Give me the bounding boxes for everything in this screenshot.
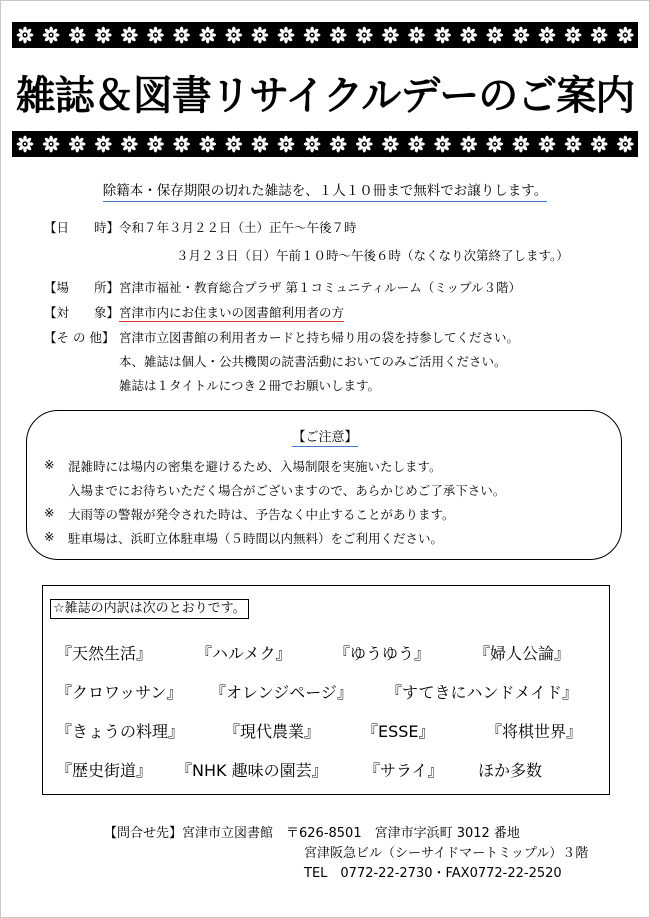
caution-note-2: 大雨等の警報が発令された時は、予告なく中止することがあります。 bbox=[68, 507, 455, 522]
flower-band-bottom bbox=[12, 131, 638, 157]
flower-icon bbox=[17, 136, 34, 153]
flower-icon bbox=[513, 136, 530, 153]
flower-icon bbox=[147, 27, 164, 44]
place-value: 宮津市福祉・教育総合プラザ 第１コミュニティルーム（ミップル３階） bbox=[119, 280, 521, 295]
caution-title-text: 【ご注意】 bbox=[292, 430, 358, 445]
target-value-text: 宮津市内にお住まいの図書館利用者の方 bbox=[119, 305, 345, 320]
magazine-title: 『サライ』 bbox=[364, 761, 444, 780]
flower-icon bbox=[173, 27, 190, 44]
magazine-heading: ☆雑誌の内訳は次のとおりです。 bbox=[50, 599, 249, 619]
lead-text-content: 除籍本・保存期限の切れた雑誌を、１人１０冊まで無料でお譲りします。 bbox=[103, 183, 547, 202]
flower-icon bbox=[408, 136, 425, 153]
flower-icon bbox=[69, 27, 86, 44]
flower-icon bbox=[330, 136, 347, 153]
caution-note-1b: 入場までにお待ちいただく場合がございますので、あらかじめご了承下さい。 bbox=[68, 483, 506, 498]
target-value bbox=[119, 303, 344, 321]
flower-icon bbox=[434, 136, 451, 153]
flower-icon bbox=[591, 27, 608, 44]
flower-band-top bbox=[12, 22, 638, 48]
caution-mark-1: ※ bbox=[44, 457, 55, 472]
flower-icon bbox=[225, 136, 242, 153]
flower-icon bbox=[121, 27, 138, 44]
flower-icon bbox=[43, 136, 60, 153]
flower-icon bbox=[252, 27, 269, 44]
caution-mark-3: ※ bbox=[44, 529, 55, 544]
other-line-2: 本、雑誌は個人・公共機関の読書活動においてのみご活用ください。 bbox=[119, 354, 507, 369]
flower-icon bbox=[95, 27, 112, 44]
caution-title bbox=[0, 426, 650, 445]
flower-icon bbox=[382, 27, 399, 44]
magazine-title: 『ESSE』 bbox=[362, 722, 435, 741]
flower-icon bbox=[43, 27, 60, 44]
flower-icon bbox=[69, 136, 86, 153]
flower-icon bbox=[173, 136, 190, 153]
flower-icon bbox=[408, 27, 425, 44]
flower-icon bbox=[356, 136, 373, 153]
flower-icon bbox=[278, 136, 295, 153]
magazine-title: 『ゆうゆう』 bbox=[334, 644, 431, 663]
flower-icon bbox=[199, 27, 216, 44]
date-line-1: 令和７年３月２２日（土）正午〜午後７時 bbox=[119, 220, 357, 235]
magazine-title: 『すてきにハンドメイド』 bbox=[386, 683, 579, 702]
magazine-title: 『婦人公論』 bbox=[474, 644, 571, 663]
caution-note-3: 駐車場は、浜町立体駐車場（５時間以内無料）をご利用ください。 bbox=[68, 531, 444, 546]
flower-icon bbox=[330, 27, 347, 44]
flower-icon bbox=[225, 27, 242, 44]
flower-icon bbox=[304, 136, 321, 153]
magazine-title: ほか多数 bbox=[478, 761, 543, 780]
flower-icon bbox=[617, 27, 634, 44]
flower-icon bbox=[460, 27, 477, 44]
flower-icon bbox=[617, 136, 634, 153]
flower-icon bbox=[382, 136, 399, 153]
magazine-title: 『天然生活』 bbox=[56, 644, 153, 663]
target-label: 【対 象】 bbox=[44, 305, 120, 320]
flower-icon bbox=[513, 27, 530, 44]
flower-icon bbox=[17, 27, 34, 44]
flower-icon bbox=[565, 27, 582, 44]
other-label: 【そ の 他】 bbox=[44, 330, 115, 345]
flower-icon bbox=[486, 27, 503, 44]
flower-icon bbox=[539, 27, 556, 44]
date-label: 【日 時】 bbox=[44, 220, 120, 235]
flower-icon bbox=[434, 27, 451, 44]
flower-icon bbox=[460, 136, 477, 153]
page-title: 雑誌＆図書リサイクルデーのご案内 bbox=[15, 73, 635, 119]
other-line-3: 雑誌は１タイトルにつき２冊でお願いします。 bbox=[119, 378, 381, 393]
lead-text bbox=[0, 179, 650, 199]
flower-icon bbox=[95, 136, 112, 153]
magazine-title: 『将棋世界』 bbox=[486, 722, 583, 741]
caution-note-1a: 混雑時には場内の密集を避けるため、入場制限を実施いたします。 bbox=[68, 459, 442, 474]
contact-line-2: 宮津阪急ビル（シーサイドマートミップル）３階 bbox=[304, 846, 589, 861]
flower-icon bbox=[591, 136, 608, 153]
contact-line-1: 【問合せ先】宮津市立図書館 〒626-8501 宮津市字浜町 3012 番地 bbox=[104, 826, 520, 841]
caution-mark-2: ※ bbox=[44, 505, 55, 520]
flower-icon bbox=[252, 136, 269, 153]
flower-icon bbox=[565, 136, 582, 153]
date-line-2: ３月２３日（日）午前１０時〜午後６時（なくなり次第終了します。） bbox=[176, 248, 569, 263]
flower-icon bbox=[539, 136, 556, 153]
flower-icon bbox=[121, 136, 138, 153]
contact-line-3: TEL 0772-22-2730・FAX0772-22-2520 bbox=[304, 866, 562, 881]
magazine-title: 『現代農業』 bbox=[224, 722, 321, 741]
other-line-1: 宮津市立図書館の利用者カードと持ち帰り用の袋を持参してください。 bbox=[119, 330, 520, 345]
magazine-title: 『ハルメク』 bbox=[196, 644, 292, 663]
flower-icon bbox=[147, 136, 164, 153]
place-label: 【場 所】 bbox=[44, 280, 120, 295]
flower-pattern bbox=[12, 131, 638, 157]
flower-icon bbox=[199, 136, 216, 153]
flower-icon bbox=[486, 136, 503, 153]
flower-pattern bbox=[12, 22, 638, 48]
flower-icon bbox=[356, 27, 373, 44]
flower-icon bbox=[278, 27, 295, 44]
magazine-title: 『オレンジページ』 bbox=[210, 683, 353, 702]
magazine-title: 『歴史街道』 bbox=[56, 761, 153, 780]
magazine-title: 『きょうの料理』 bbox=[56, 722, 185, 741]
magazine-title: 『クロワッサン』 bbox=[56, 683, 183, 702]
magazine-title: 『NHK 趣味の園芸』 bbox=[176, 761, 328, 780]
flower-icon bbox=[304, 27, 321, 44]
